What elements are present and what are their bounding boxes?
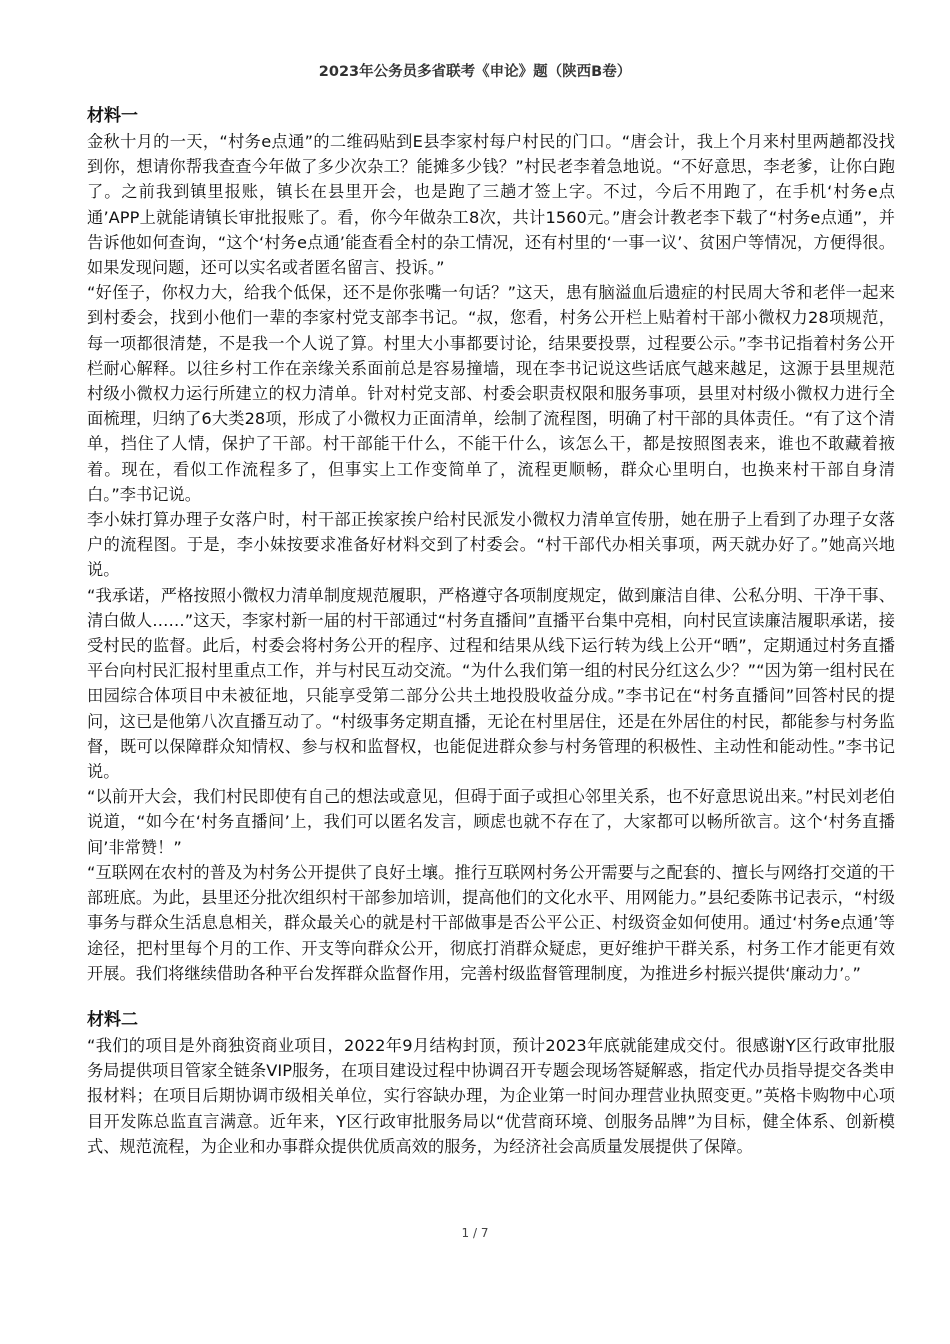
material-two-section (87, 1008, 895, 1159)
material-one-heading: 材料一 (87, 106, 138, 126)
paragraph: 金秋十月的一天，“村务e点通”的二维码贴到E县李家村每户村民的门口。“唐会计，我上个月来村里两趟都没找到你，想请你帮我查查今年做了多少次杂工？能摊多少钱？”村民老李着急地说。“不好意思，李老爹，让你白跑了。之前我到镇里报账，镇长在县里开会，也是跑了三趟才签上字。不过，今后不用跑了，在手机‘村务e点通’APP上就能请镇长审批报账了。看，你今年做杂工8次，共计1560元。”唐会计教老李下载了“村务e点通”，并告诉他如何查询，“这个‘村务e点通’能查看全村的杂工情况，还有村里的‘一事一议’、贫困户等情况，方便得很。如果发现问题，还可以实名或者匿名留言、投诉。” (87, 132, 895, 278)
paragraph: “互联网在农村的普及为村务公开提供了良好土壤。推行互联网村务公开需要与之配套的、擅长与网络打交道的干部班底。为此，县里还分批次组织村干部参加培训，提高他们的文化水平、用网能力。”县纪委陈书记表示，“村级事务与群众生活息息相关，群众最关心的就是村干部做事是否公平公正、村级资金如何使用。通过‘村务e点通’等途径，把村里每个月的工作、开支等向群众公开，彻底打消群众疑虑，更好维护干群关系，村务工作才能更有效开展。我们将继续借助各种平台发挥群众监督作用，完善村级监督管理制度，为推进乡村振兴提供‘廉动力’。” (87, 862, 895, 983)
section-spacer (87, 986, 895, 1008)
paragraph: “我承诺，严格按照小微权力清单制度规范履职，严格遵守各项制度规定，做到廉洁自律、公私分明、干净干事、清白做人……”这天，李家村新一届的村干部通过“村务直播间”直播平台集中亮相，向村民宣读廉洁履职承诺，接受村民的监督。此后，村委会将村务公开的程序、过程和结果从线下运行转为线上公开“晒”，定期通过村务直播平台向村民汇报村里重点工作，并与村民互动交流。“为什么我们第一组的村民分红这么少？”“因为第一组村民在田园综合体项目中未被征地，只能享受第二部分公共土地投股收益分成。”李书记在“村务直播间”回答村民的提问，这已是他第八次直播互动了。“村级事务定期直播，无论在村里居住，还是在外居住的村民，都能参与村务监督，既可以保障群众知情权、参与权和监督权，也能促进群众参与村务管理的积极性、主动性和能动性。”李书记说。 (87, 585, 895, 782)
document-body (87, 104, 895, 1159)
material-two-heading: 材料二 (87, 1009, 138, 1030)
document-title: 2023年公务员多省联考《申论》题（陕西B卷） (318, 64, 632, 80)
paragraph: 李小妹打算办理子女落户时，村干部正挨家挨户给村民派发小微权力清单宣传册，她在册子上看到了办理子女落户的流程图。于是，李小妹按要求准备好材料交到了村委会。“村干部代办相关事项，两天就办好了。”她高兴地说。 (87, 510, 895, 580)
paragraph: “好侄子，你权力大，给我个低保，还不是你张嘴一句话？”这天，患有脑溢血后遗症的村民周大爷和老伴一起来到村委会，找到小他们一辈的李家村党支部李书记。“叔，您看，村务公开栏上贴着村干部小微权力28项规范，每一项都很清楚，不是我一个人说了算。村里大小事都要讨论，结果要投票，过程要公示。”李书记指着村务公开栏耐心解释。以往乡村工作在亲缘关系面前总是容易撞墙，现在李书记说这些话底气越来越足，这源于县里规范村级小微权力运行所建立的权力清单。针对村党支部、村委会职责权限和服务事项，县里对村级小微权力进行全面梳理，归纳了6大类28项，形成了小微权力正面清单，绘制了流程图，明确了村干部的具体责任。“有了这个清单，挡住了人情，保护了干部。村干部能干什么，不能干什么，该怎么干，都是按照图表来，谁也不敢藏着掖着。现在，看似工作流程多了，但事实上工作变简单了，流程更顺畅，群众心里明白，也换来村干部自身清白。”李书记说。 (87, 283, 895, 504)
page-indicator: 1 / 7 (461, 1226, 489, 1240)
material-one-section (87, 104, 895, 986)
paragraph: “以前开大会，我们村民即使有自己的想法或意见，但碍于面子或担心邻里关系，也不好意思说出来。”村民刘老伯说道，“如今在‘村务直播间’上，我们可以匿名发言，顾虑也就不存在了，大家都可以畅所欲言。这个‘村务直播间’非常赞！” (87, 787, 895, 857)
paragraph: “我们的项目是外商独资商业项目，2022年9月结构封顶，预计2023年底就能建成交付。很感谢Y区行政审批服务局提供项目管家全链条VIP服务，在项目建设过程中协调召开专题会现场答疑解惑，指定代办员指导提交各类申报材料；在项目后期协调市级相关单位，实行容缺办理，为企业第一时间办理营业执照变更。”英格卡购物中心项目开发陈总监直言满意。近年来，Y区行政审批服务局以“优营商环境、创服务品牌”为目标，健全体系、创新模式、规范流程，为企业和办事群众提供优质高效的服务，为经济社会高质量发展提供了保障。 (87, 1035, 895, 1156)
